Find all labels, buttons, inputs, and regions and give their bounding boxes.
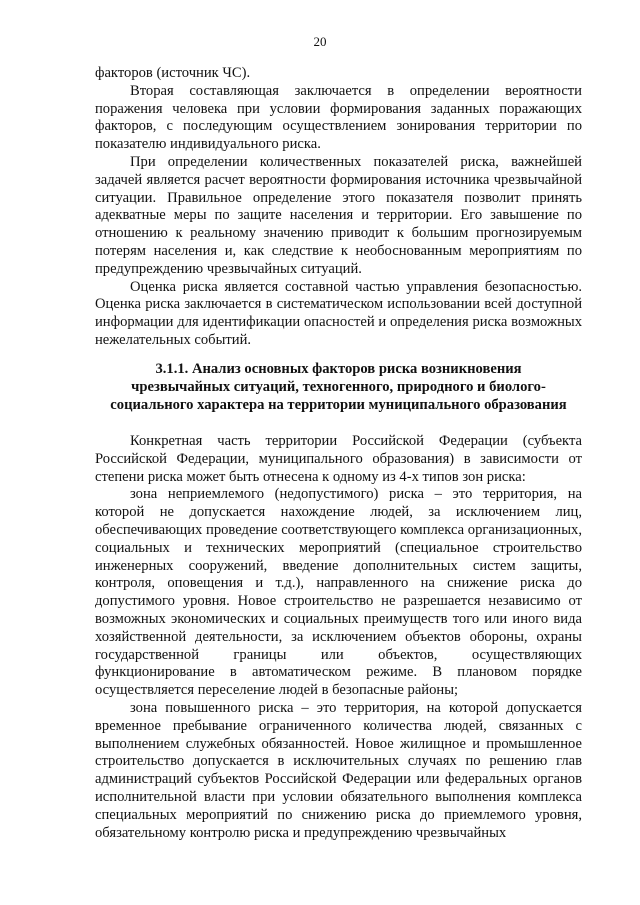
page-number: 20 — [313, 34, 327, 49]
paragraph-continuation: факторов (источник ЧС). — [95, 65, 251, 81]
paragraph: Вторая составляющая заключается в определении вероятности поражения человека при условии формирования заданных поражающих факторов, с последующим осуществлением зонирования территории по показателю индивидуального риска. — [95, 82, 582, 153]
body-text-bottom — [95, 433, 582, 842]
paragraph-zone-unacceptable: зона неприемлемого (недопустимого) риска – это территория, на которой не допускается нахождение людей, за исключением лиц, обеспечивающих проведение соответствующего комплекса организационных, социальных и технических мероприятий (специальное строительство инженерных сооружений, введение дополнительных систем защиты, контроля, оповещения и т.д.), направленного на снижение риска до допустимого уровня. Новое строительство не разрешается независимо от возможных экономических и социальных преимуществ того или иного вида хозяйственной деятельности, за исключением объектов обороны, охраны государственной границы или объектов, осуществляющих функционирование в автоматическом режиме. В плановом порядке осуществляется переселение людей в безопасные районы; — [95, 486, 582, 699]
body-text-top — [95, 65, 582, 350]
paragraph: Оценка риска является составной частью управления безопасностью. Оценка риска заключается в систематическом использовании всей доступной информации для идентификации опасностей и определения риска возможных нежелательных событий. — [95, 278, 582, 348]
section-heading-line: социального характера на территории муниципального образования — [110, 396, 567, 413]
paragraph-zone-high: зона повышенного риска – это территория, на которой допускается временное пребывание ограниченного количества людей, связанных с выполнением служебных обязанностей. Новое жилищное и промышленное строительство допускается в исключительных случаях по решению глав администраций субъектов Российской Федерации или федеральных органов исполнительной власти при условии обязательного выполнения комплекса специальных мероприятий по снижению риска до приемлемого уровня, обязательному контролю риска и предупреждению чрезвычайных — [95, 699, 582, 841]
paragraph: При определении количественных показателей риска, важнейшей задачей является расчет вероятности формирования источника чрезвычайной ситуации. Правильное определение этого показателя позволит принять адекватные меры по защите населения и территории. Его завышение по отношению к реальному значению приводит к большим прогнозируемым потерям населения и, как следствие к необоснованным мероприятиям по предупреждению чрезвычайных ситуаций. — [95, 153, 582, 277]
section-heading-line: чрезвычайных ситуаций, техногенного, природного и биолого- — [131, 378, 546, 395]
section-heading-line: 3.1.1. Анализ основных факторов риска возникновения — [155, 361, 522, 377]
paragraph: Конкретная часть территории Российской Федерации (субъекта Российской Федерации, муниципального образования) в зависимости от степени риска может быть отнесена к одному из 4-х типов зон риска: — [95, 433, 582, 485]
section-heading — [95, 361, 582, 414]
